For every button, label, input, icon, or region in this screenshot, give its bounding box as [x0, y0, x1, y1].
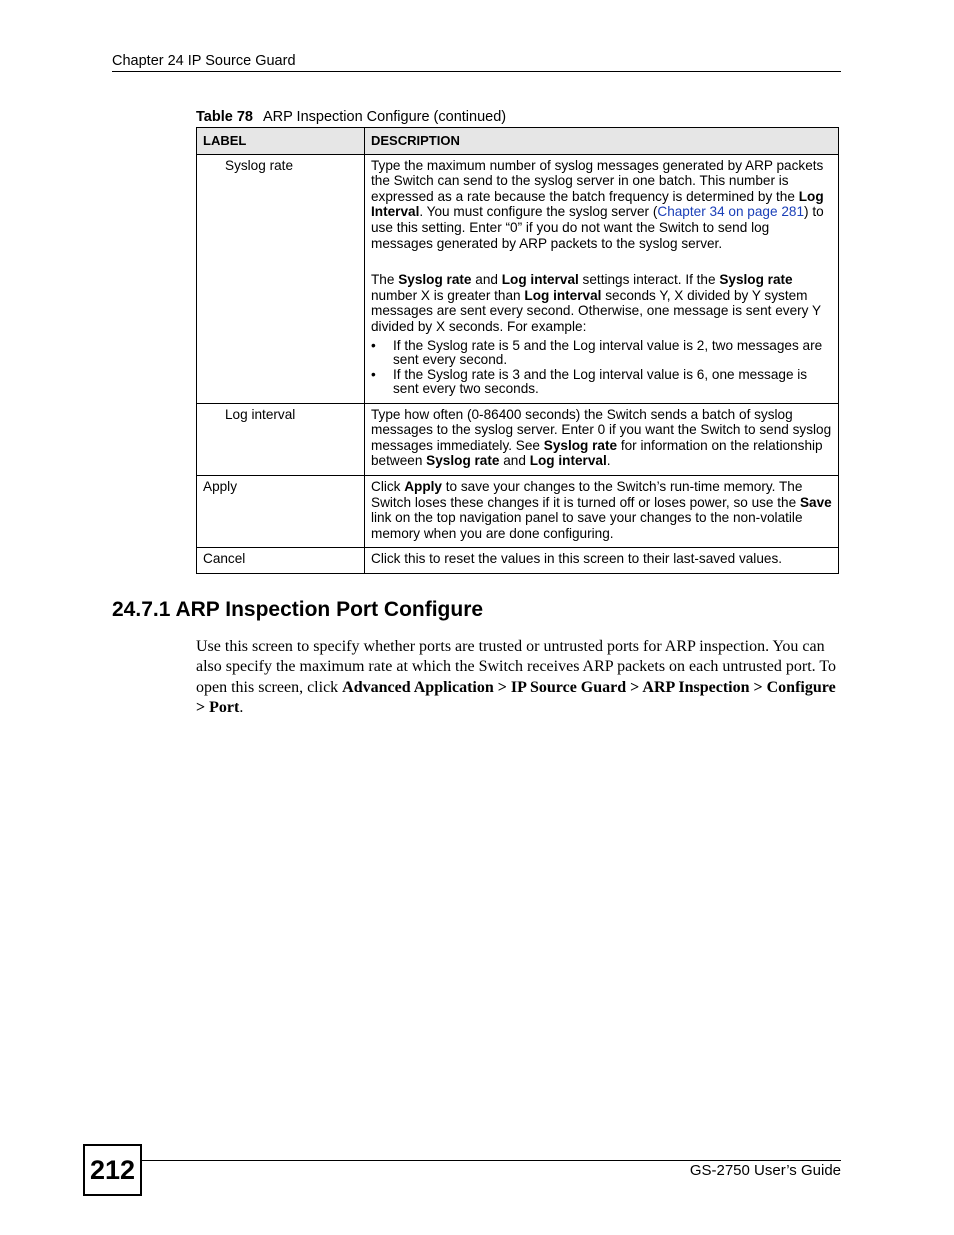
description-column-header: DESCRIPTION — [365, 128, 839, 155]
table-title: ARP Inspection Configure (continued) — [262, 109, 507, 125]
row-label: Cancel — [197, 548, 365, 574]
chapter-reference-link[interactable]: Chapter 34 on page 281 — [657, 204, 805, 220]
menu-path: Advanced Application > IP Source Guard > ARP Inspection > Configure > Port — [196, 678, 836, 717]
row-label: Apply — [197, 475, 365, 547]
table-caption — [196, 108, 506, 126]
bullet-icon: • — [371, 337, 376, 353]
table-number: Table 78 — [196, 109, 253, 125]
table-row-apply — [197, 475, 839, 547]
bullet-icon: • — [371, 366, 376, 382]
guide-title: GS-2750 User’s Guide — [689, 1162, 841, 1179]
example-list — [371, 339, 832, 396]
list-item: • If the Syslog rate is 3 and the Log interval value is 6, one message is sent every two seconds. — [371, 366, 808, 396]
body-paragraph: Use this screen to specify whether ports are trusted or untrusted ports for ARP inspection. You can also specify the maximum rate at which the Switch receives ARP packets on each untrusted port. To open this screen, click Advanced Application > IP Source Guard > ARP Inspection > Configure > Port. — [196, 638, 837, 717]
row-description: Type how often (0-86400 seconds) the Switch sends a batch of syslog messages to the syslog server. Enter 0 if you want the Switch to send syslog messages immediately. See Syslog rate for information on the relationship between Syslog rate and Log interval. — [365, 403, 839, 475]
section-heading: 24.7.1 ARP Inspection Port Configure — [112, 598, 484, 621]
row-description: Click this to reset the values in this screen to their last-saved values. — [365, 548, 839, 574]
row-description — [365, 154, 839, 403]
label-column-header: LABEL — [197, 128, 365, 155]
table-row-log-interval — [197, 403, 839, 475]
page-number: 212 — [83, 1144, 142, 1196]
table-row-syslog-rate — [197, 154, 839, 403]
row-label: Syslog rate — [197, 154, 365, 403]
description-paragraph: The Syslog rate and Log interval settings interact. If the Syslog rate number X is greater than Log interval seconds Y, X divided by Y system messages are sent every second. Otherwise, one message is sent every Y divided by X seconds. For example: — [371, 272, 821, 334]
table-row-cancel — [197, 548, 839, 574]
table-header-row — [197, 128, 839, 155]
row-description: Click Apply to save your changes to the Switch’s run-time memory. The Switch loses these changes if it is turned off or loses power, so use the Save link on the top navigation panel to save your changes to the non-volatile memory when you are done configuring. — [365, 475, 839, 547]
running-header: Chapter 24 IP Source Guard — [112, 53, 296, 69]
description-paragraph: Type the maximum number of syslog messages generated by ARP packets the Switch can send to the syslog server in one batch. This number is expressed as a rate because the batch frequency is determined by the Log Interval. You must configure the syslog server (Chapter 34 on page 281) to use this setting. Enter “0” if you do not want the Switch to send log messages generated by ARP packets to the syslog server. — [371, 157, 824, 251]
header-divider — [112, 71, 841, 72]
list-item: • If the Syslog rate is 5 and the Log interval value is 2, two messages are sent every second. — [371, 337, 823, 367]
row-label: Log interval — [197, 403, 365, 475]
arp-inspection-table — [196, 127, 839, 574]
